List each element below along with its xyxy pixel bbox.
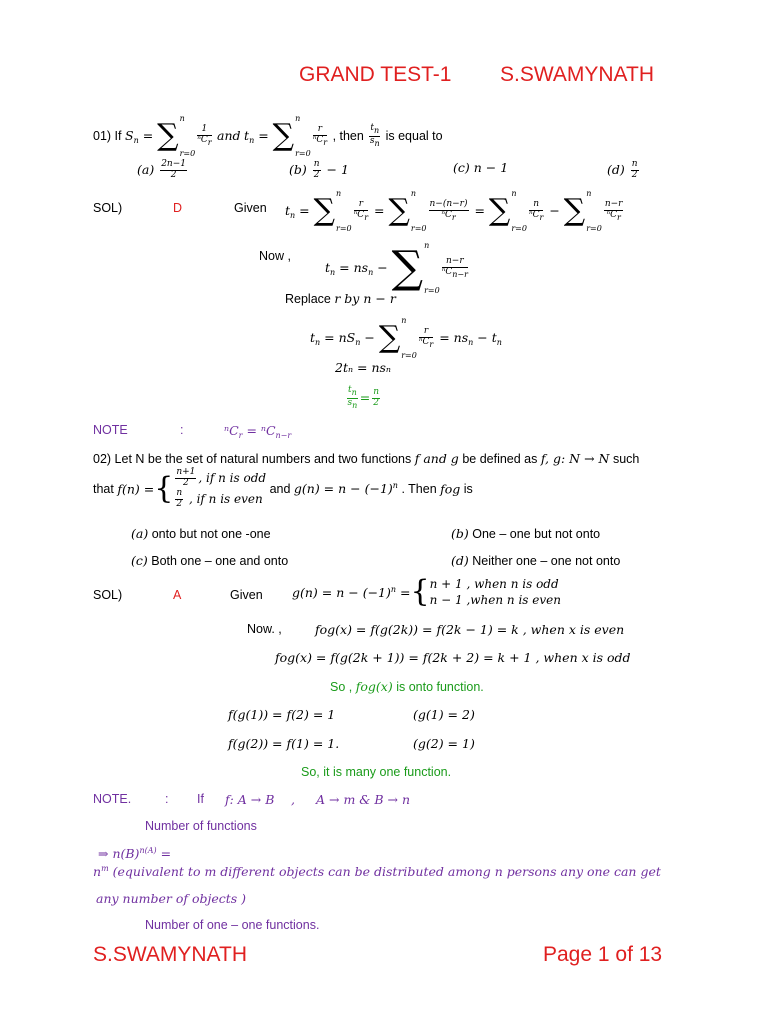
sol2-label: SOL) (93, 588, 123, 602)
sol1-line2: $t_n = ns_n$ − ∑ n r=0 $\frac{n-r}{\text{ⁿCn−r}}$ (325, 240, 468, 295)
note2-relation: A → m & B → n (316, 792, 411, 807)
q1-ratio: $\frac{tn}{sn}$ (369, 123, 380, 149)
sol2-fg1-reason: (g(1) = 2) (413, 707, 475, 722)
note2-equivalent-line1: $n^m$ (equivalent to m different objects can be distributed among n persons any one can get (93, 864, 661, 879)
sol2-g-cases: $g(n) = n - (-1)^n$ ={ n + 1 , when n is odd n − 1 ,when n is even (292, 574, 561, 610)
q2-option-b: (b) One – one but not onto (451, 526, 601, 541)
page-number: Page 1 of 13 (543, 943, 663, 966)
note2-equivalent-line2: any number of objects ) (96, 891, 247, 906)
q2-option-d: (d) Neither one – one not onto (451, 553, 621, 568)
sol2-onto: So , fog(x) is onto function. (330, 679, 484, 694)
q2-option-a: (a) onto but not one -one (131, 526, 271, 541)
footer-author: S.SWAMYNATH (93, 943, 248, 966)
q1-label: 01) If (93, 129, 122, 143)
note2-formula: ⇒ $n(B)^{n(A)}$ = (98, 846, 172, 861)
note2-map: f: A → B (225, 792, 275, 807)
note2-if: If (197, 792, 204, 806)
question-2-line2: that f(n) ={ $\frac{n+1}{2}$ , if n is odd $\frac{n}{2}$ , if n is even and $g(n) = n - (-1)^n$ . Then fog is (93, 467, 473, 509)
note1-formula: ⁿC$_r$ = ⁿC$_{n-r}$ (224, 423, 292, 440)
note2-comma: , (291, 792, 295, 807)
q1-option-d: (d) $\frac{n}{2}$ (607, 159, 638, 180)
sol2-fg1: f(g(1)) = f(2) = 1 (228, 707, 336, 722)
sol1-given: Given (234, 201, 267, 215)
q1-and: and (217, 128, 241, 143)
sol1-replace: Replace r by n − r (285, 291, 396, 306)
note2-label: NOTE. (93, 792, 132, 806)
q1-then: , then (332, 129, 364, 143)
sol2-fog2: fog(x) = f(g(2k + 1)) = f(2k + 2) = k + 1 , when x is odd (275, 650, 631, 665)
question-1 (93, 113, 443, 158)
q1-option-b: (b) $\frac{n}{2}$ − 1 (289, 159, 349, 180)
q1-tail: is equal to (385, 129, 443, 143)
question-2-line1: 02) Let N be the set of natural numbers and two functions f and g be defined as f, g: N → N such (93, 451, 640, 466)
sol1-result: $\frac{tn}{sn}$ = $\frac{n}{2}$ (347, 385, 380, 410)
note1-label: NOTE (93, 423, 128, 437)
note2-colon: : (165, 792, 169, 806)
note1-colon: : (180, 423, 184, 437)
note2-number-of-functions: Number of functions (145, 819, 257, 833)
sol2-given: Given (230, 588, 263, 602)
note2-number-of-one-one: Number of one – one functions. (145, 918, 320, 932)
sol2-fg2-reason: (g(2) = 1) (413, 736, 475, 751)
sol2-now: Now. , (247, 622, 282, 636)
q2-option-c: (c) Both one – one and onto (131, 553, 289, 568)
sol1-answer: D (173, 201, 183, 215)
document-title: GRAND TEST-1 (299, 63, 452, 86)
sol2-fg2: f(g(2)) = f(1) = 1. (228, 736, 340, 751)
sol2-answer: A (173, 588, 182, 602)
q1-tn-formula: $t_n$ = ∑ n r=0 $\frac{r}{\text{ⁿCr}}$ (244, 113, 328, 158)
q1-option-a: (a) $\frac{2n-1}{2}$ (137, 159, 186, 180)
sol1-line3: $t_n = nS_n$ − ∑ n r=0 $\frac{r}{\text{ⁿCr}}$ = $ns_n - t_n$ (310, 315, 502, 360)
sol2-fog1: fog(x) = f(g(2k)) = f(2k − 1) = k , when x is even (315, 622, 625, 637)
q1-option-c: (c) n − 1 (453, 160, 509, 175)
q1-sn-formula: $S_n$ = ∑ n r=0 $\frac{1}{\text{ⁿCr}}$ (124, 113, 212, 158)
header-author: S.SWAMYNATH (500, 63, 655, 86)
sol1-line1: $t_n$ = ∑ n r=0 $\frac{r}{\text{ⁿCr}}$ = ∑ n r=0 $\frac{n-(n-r)}{\text{ⁿCr}}$ = ∑ n r=0 $\frac{n}{\text{ⁿCr}}$ − ∑ n r=0 $\frac{n-r}{\text{ⁿCr}}$ (285, 188, 623, 233)
sol2-many-one: So, it is many one function. (301, 765, 452, 779)
sol1-now: Now , (259, 249, 291, 263)
sol1-line4: 2tₙ = nsₙ (335, 360, 391, 375)
sol1-label: SOL) (93, 201, 123, 215)
